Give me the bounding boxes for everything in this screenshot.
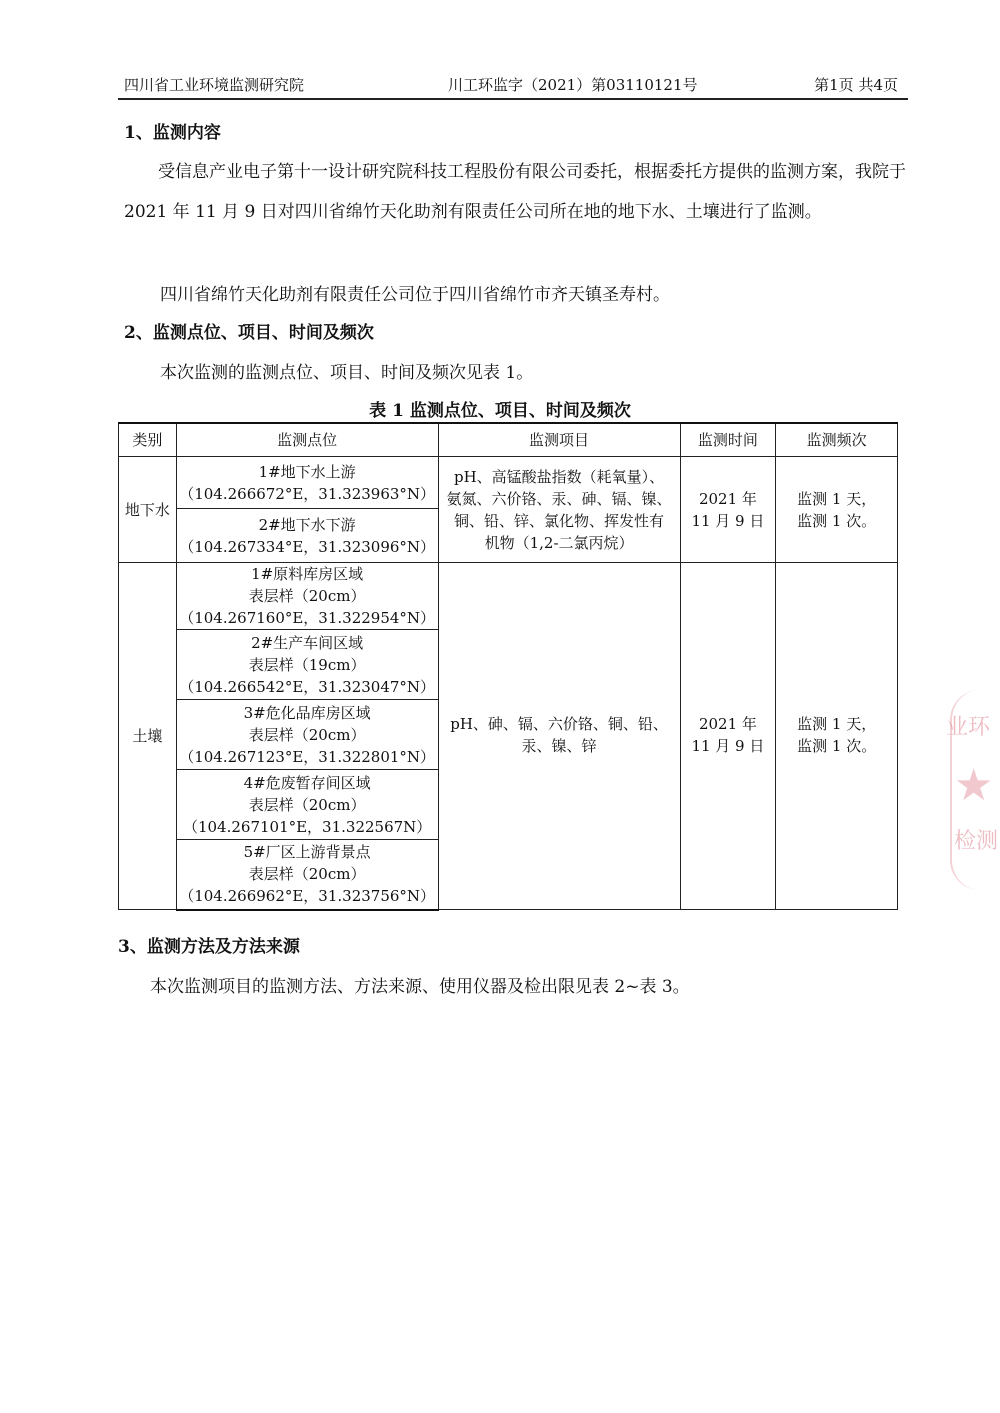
point-cell xyxy=(176,630,438,700)
items-cell xyxy=(438,457,680,563)
items-line: 铜、铅、锌、氯化物、挥发性有 xyxy=(454,511,665,530)
time-date: 11 月 9 日 xyxy=(691,737,765,755)
point-coord: （104.266962°E，31.323756°N） xyxy=(179,887,436,906)
point-coord: （104.266672°E，31.323963°N） xyxy=(179,484,436,503)
point-coord: （104.267101°E，31.322567N） xyxy=(182,817,432,836)
point-name: 1#地下水上游 xyxy=(258,462,356,481)
point-name: 1#原料库房区域 xyxy=(251,565,364,583)
point-name: 2#地下水下游 xyxy=(258,515,356,534)
point-coord: （104.267334°E，31.323096°N） xyxy=(179,537,436,556)
table-row xyxy=(119,457,898,509)
table-row xyxy=(119,563,898,630)
time-cell xyxy=(680,457,776,563)
section-1-paragraph-1: 受信息产业电子第十一设计研究院科技工程股份有限公司委托，根据委托方提供的监测方案，我院于 2021 年 11 月 9 日对四川省绵竹天化助剂有限责任公司所在地的地下水、土壤进行了监测。 xyxy=(124,162,906,222)
frequency-days: 监测 1 天， xyxy=(797,489,877,508)
col-header-items: 监测项目 xyxy=(438,423,680,457)
point-depth: 表层样（20cm） xyxy=(248,795,366,814)
category-soil: 土壤 xyxy=(119,563,177,910)
items-line: pH、高锰酸盐指数（耗氧量）、 xyxy=(453,467,665,486)
point-depth: 表层样（20cm） xyxy=(248,587,366,605)
frequency-times: 监测 1 次。 xyxy=(797,511,877,530)
section-1-paragraph-2: 四川省绵竹天化助剂有限责任公司位于四川省绵竹市齐天镇圣寿村。 xyxy=(160,285,670,305)
point-name: 2#生产车间区域 xyxy=(251,633,364,652)
point-depth: 表层样（20cm） xyxy=(248,725,366,744)
time-year: 2021 年 xyxy=(698,715,757,733)
items-cell xyxy=(438,563,680,910)
section-1-title: 1、监测内容 xyxy=(124,123,221,143)
frequency-times: 监测 1 次。 xyxy=(797,737,877,755)
section-2-title: 2、监测点位、项目、时间及频次 xyxy=(124,323,374,343)
header-institute: 四川省工业环境监测研究院 xyxy=(124,76,305,94)
time-date: 11 月 9 日 xyxy=(691,511,765,530)
category-groundwater: 地下水 xyxy=(119,457,177,563)
page-header xyxy=(118,70,908,100)
point-cell xyxy=(176,457,438,509)
point-cell xyxy=(176,840,438,910)
point-name: 5#厂区上游背景点 xyxy=(243,843,371,862)
items-line: pH、砷、镉、六价铬、铜、铅、 xyxy=(450,715,668,733)
items-line: 汞、镍、锌 xyxy=(521,737,597,755)
stamp-text-top: 业环 xyxy=(946,715,991,740)
point-depth: 表层样（19cm） xyxy=(248,655,366,674)
point-cell xyxy=(176,700,438,770)
point-coord: （104.267123°E，31.322801°N） xyxy=(179,747,436,766)
red-seal-stamp xyxy=(940,690,1000,890)
items-line: 机物（1,2-二氯丙烷） xyxy=(484,533,634,552)
point-name: 4#危废暂存间区域 xyxy=(243,773,371,792)
col-header-category: 类别 xyxy=(119,423,177,457)
col-header-frequency: 监测频次 xyxy=(776,423,898,457)
point-coord: （104.266542°E，31.323047°N） xyxy=(179,677,436,696)
header-report-number: 川工环监字（2021）第03110121号 xyxy=(448,76,698,94)
section-3-intro: 本次监测项目的监测方法、方法来源、使用仪器及检出限见表 2~表 3。 xyxy=(150,977,690,997)
point-cell xyxy=(176,563,438,630)
star-icon: ★ xyxy=(954,760,994,811)
point-cell xyxy=(176,770,438,840)
table-header-row xyxy=(119,423,898,457)
monitoring-table xyxy=(118,422,898,911)
point-depth: 表层样（20cm） xyxy=(248,865,366,884)
frequency-days: 监测 1 天， xyxy=(797,715,877,733)
frequency-cell xyxy=(776,563,898,910)
header-page-info: 第1页 共4页 xyxy=(814,76,898,94)
point-name: 3#危化品库房区域 xyxy=(243,703,371,722)
time-cell xyxy=(680,563,776,910)
col-header-point: 监测点位 xyxy=(176,423,438,457)
frequency-cell xyxy=(776,457,898,563)
section-3-title: 3、监测方法及方法来源 xyxy=(118,937,300,957)
section-2-intro: 本次监测的监测点位、项目、时间及频次见表 1。 xyxy=(160,363,534,383)
point-cell xyxy=(176,509,438,563)
stamp-text-bottom: 检测 xyxy=(954,829,999,854)
col-header-time: 监测时间 xyxy=(680,423,776,457)
time-year: 2021 年 xyxy=(698,489,757,508)
items-line: 氨氮、六价铬、汞、砷、镉、镍、 xyxy=(446,489,672,508)
table-1-caption: 表 1 监测点位、项目、时间及频次 xyxy=(369,401,631,421)
point-coord: （104.267160°E，31.322954°N） xyxy=(179,609,436,627)
